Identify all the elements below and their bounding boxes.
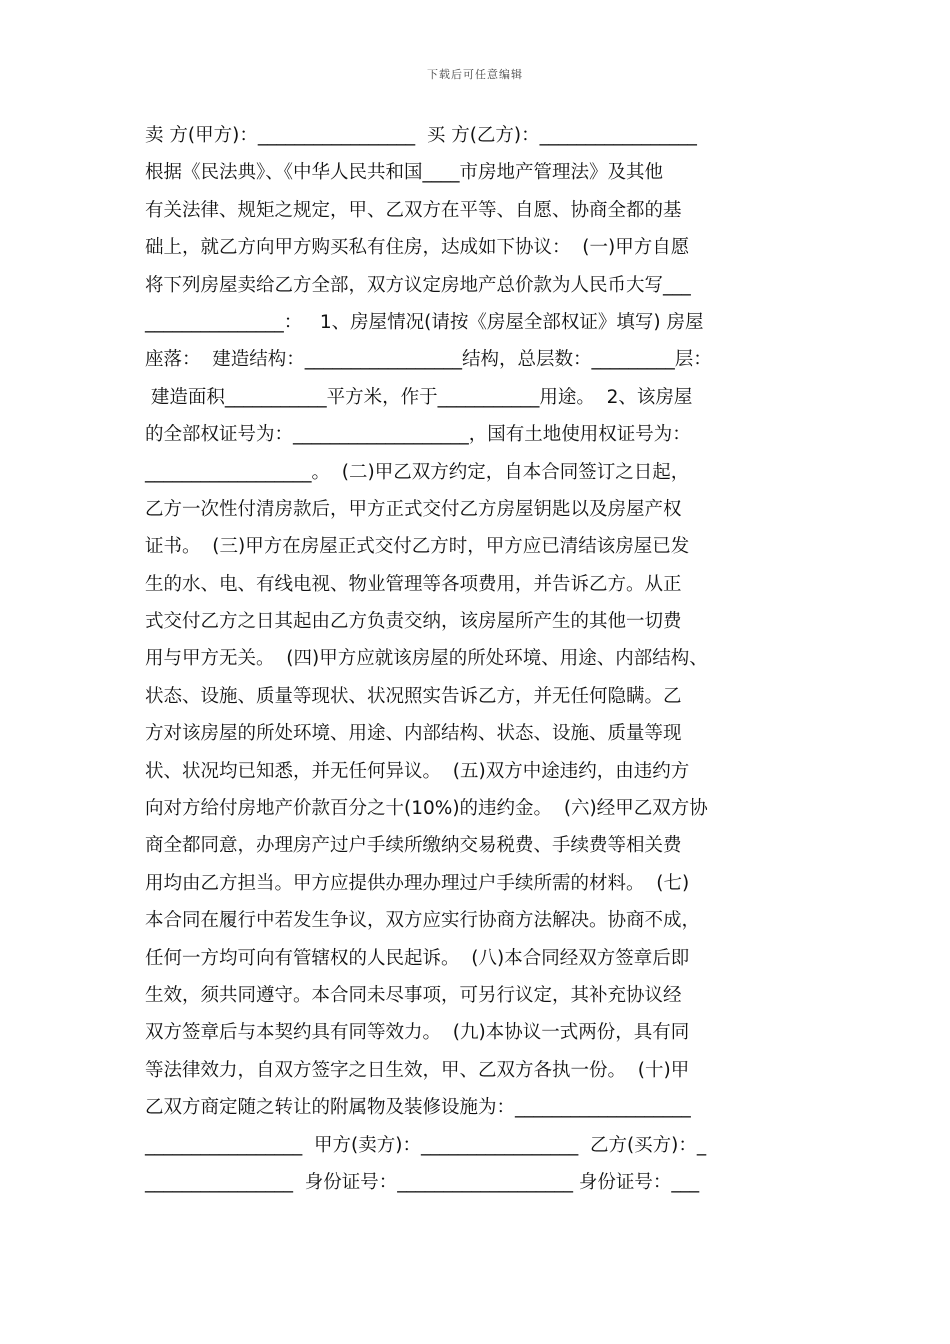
contract-line: _______________： 1、房屋情况(请按《房屋全部权证》填写) 房屋 xyxy=(145,311,704,333)
contract-body xyxy=(145,117,811,1201)
contract-line: 状、状况均已知悉，并无任何异议。 (五)双方中途违约，由违约方 xyxy=(145,760,690,782)
contract-line: 根据《民法典》、《中华人民共和国____市房地产管理法》及其他 xyxy=(145,162,664,184)
contract-line: 方对该房屋的所处环境、用途、内部结构、状态、设施、质量等现 xyxy=(145,723,682,745)
contract-line: 座落： 建造结构：_________________结构，总层数：_________层： xyxy=(145,349,712,371)
header-note: 下载后可任意编辑 xyxy=(427,68,523,81)
contract-line: 生效，须共同遵守。本合同未尽事项，可另行议定，其补充协议经 xyxy=(145,984,682,1006)
contract-line: _________________ 甲方(卖方)：_________________ 乙方(买方)：_ xyxy=(145,1134,707,1156)
contract-line: __________________。 (二)甲乙双方约定，自本合同签订之日起， xyxy=(145,461,690,483)
contract-line: 的全部权证号为：___________________，国有土地使用权证号为： xyxy=(145,424,691,446)
contract-line: 用与甲方无关。 (四)甲方应就该房屋的所处环境、用途、内部结构、 xyxy=(145,648,708,670)
contract-line: 商全都同意，办理房产过户手续所缴纳交易税费、手续费等相关费 xyxy=(145,835,682,857)
contract-line: 双方签章后与本契约具有同等效力。 (九)本协议一式两份，具有同 xyxy=(145,1022,690,1044)
contract-line: 证书。 (三)甲方在房屋正式交付乙方时，甲方应已清结该房屋已发 xyxy=(145,536,690,558)
contract-line: 生的水、电、有线电视、物业管理等各项费用，并告诉乙方。从正 xyxy=(145,573,682,595)
contract-line: 本合同在履行中若发生争议，双方应实行协商方法解决。协商不成， xyxy=(145,910,701,932)
contract-line: ________________ 身份证号：___________________ 身份证号：___ xyxy=(145,1171,700,1193)
contract-line: 状态、设施、质量等现状、状况照实告诉乙方，并无任何隐瞒。乙 xyxy=(145,685,682,707)
contract-line: 式交付乙方之日其起由乙方负责交纳，该房屋所产生的其他一切费 xyxy=(145,611,682,633)
contract-line: 础上，就乙方向甲方购买私有住房，达成如下协议： (一)甲方自愿 xyxy=(145,237,690,259)
contract-line: 乙方一次性付清房款后，甲方正式交付乙方房屋钥匙以及房屋产权 xyxy=(145,498,682,520)
contract-line: 用均由乙方担当。甲方应提供办理办理过户手续所需的材料。 (七) xyxy=(145,872,690,894)
contract-line: 向对方给付房地产价款百分之十(10%)的违约金。 (六)经甲乙双方协 xyxy=(145,798,708,820)
contract-line: 建造面积___________平方米，作于___________用途。 2、该房屋 xyxy=(145,386,693,408)
contract-line: 将下列房屋卖给乙方全部，双方议定房地产总价款为人民币大写___ xyxy=(145,274,691,296)
contract-line: 任何一方均可向有管辖权的人民起诉。 (八)本合同经双方签章后即 xyxy=(145,947,690,969)
contract-line: 卖 方(甲方)：_________________ 买 方(乙方)：_________________ xyxy=(145,125,697,146)
contract-line: 有关法律、规矩之规定，甲、乙双方在平等、自愿、协商全都的基 xyxy=(145,199,682,221)
contract-line: 乙双方商定随之转让的附属物及装修设施为：___________________ xyxy=(145,1097,691,1119)
contract-line: 等法律效力，自双方签字之日生效，甲、乙双方各执一份。 (十)甲 xyxy=(145,1059,690,1081)
